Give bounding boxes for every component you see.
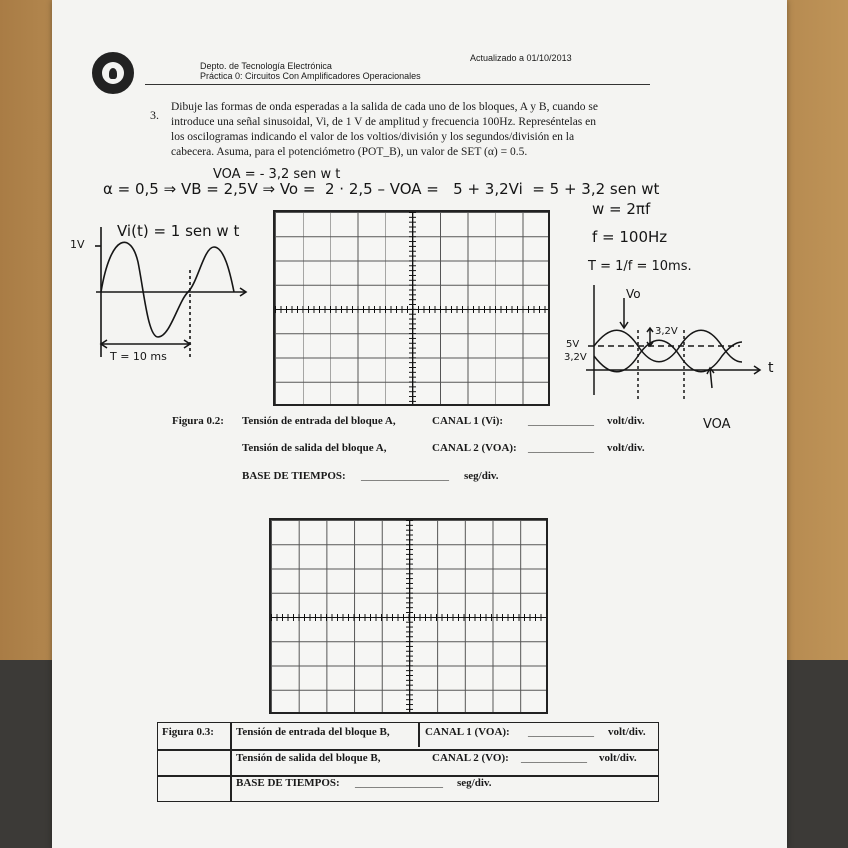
figure2-timebase: BASE DE TIEMPOS: [242,470,346,482]
vo-label: Vo [626,287,641,301]
department-name: Depto. de Tecnología Electrónica [200,61,332,71]
figure2-channel2: CANAL 2 (VOA): [432,442,517,454]
question-text [171,100,598,160]
question-line: introduce una señal sinusoidal, Vi, de 1 V de amplitud y frecuencia 100Hz. Represéntelas en [171,116,597,128]
delta-label: 3,2V [655,326,678,337]
offset-label: 3,2V [564,352,587,363]
five-volt-label: 5V [566,339,580,350]
figure2-channel1-unit: volt/div. [607,415,645,427]
figure3-channel2-unit: volt/div. [599,752,637,764]
figure3-timebase-blank: ________________ [355,777,443,789]
oscillogram-figure-2 [273,210,550,406]
university-logo-icon [92,52,134,94]
figure2-channel1-blank: ____________ [528,415,594,427]
figure3-output-desc: Tensión de salida del bloque B, [236,752,381,764]
header-rule [145,84,650,85]
figure3-input-desc: Tensión de entrada del bloque B, [236,726,390,738]
figure3-channel2-blank: ____________ [521,752,587,764]
figure2-input-desc: Tensión de entrada del bloque A, [242,415,396,427]
period-label: T = 10 ms [110,350,167,363]
amplitude-label: 1V [70,238,85,251]
voa-label: VOA [703,417,731,432]
question-line: los oscilogramas indicando el valor de los voltios/división y los segundos/división en la [171,131,575,143]
figure2-channel2-unit: volt/div. [607,442,645,454]
output-sine-sketch [560,280,780,420]
question-number: 3. [150,108,159,122]
figure3-channel2: CANAL 2 (VO): [432,752,509,764]
figure3-timebase: BASE DE TIEMPOS: [236,777,340,789]
figure2-timebase-unit: seg/div. [464,470,499,482]
time-axis-label: t [768,360,774,376]
vi-equation: Vi(t) = 1 sen w t [117,222,240,240]
figure3-timebase-unit: seg/div. [457,777,492,789]
voa-equation: VOA = - 3,2 sen w t [213,167,341,182]
figure3-channel1: CANAL 1 (VOA): [425,726,510,738]
updated-date: Actualizado a 01/10/2013 [470,53,572,63]
figure2-label: Figura 0.2: [172,415,224,427]
figure2-channel1: CANAL 1 (Vi): [432,415,504,427]
frequency-equation: f = 100Hz [592,228,668,246]
period-equation: T = 1/f = 10ms. [588,259,692,274]
figure3-channel1-blank: ____________ [528,726,594,738]
figure3-channel1-unit: volt/div. [608,726,646,738]
figure2-channel2-blank: ____________ [528,442,594,454]
practice-title: Práctica 0: Circuitos Con Amplificadores Operacionales [200,71,421,81]
main-equation: α = 0,5 ⇒ VB = 2,5V ⇒ Vo = 2 · 2,5 – VOA = 5 + 3,2Vi = 5 + 3,2 sen wt [103,180,660,198]
omega-equation: w = 2πf [592,200,651,218]
figure2-timebase-blank: ________________ [361,470,449,482]
figure3-label: Figura 0.3: [162,726,214,738]
figure2-output-desc: Tensión de salida del bloque A, [242,442,387,454]
question-line: Dibuje las formas de onda esperadas a la salida de cada uno de los bloques, A y B, cuando se [171,101,598,113]
question-line: cabecera. Asuma, para el potenciómetro (POT_B), un valor de SET (α) = 0.5. [171,146,528,158]
oscillogram-figure-3 [269,518,548,714]
